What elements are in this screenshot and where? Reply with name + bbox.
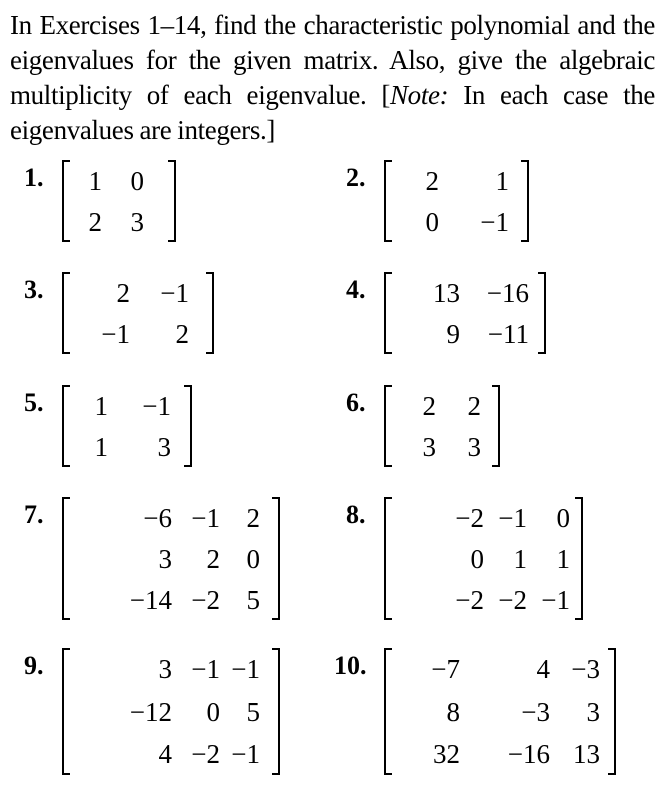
matrix-right-bracket	[206, 272, 214, 354]
matrix	[62, 160, 176, 242]
matrix-right-bracket	[492, 385, 500, 467]
matrix-left-bracket	[384, 385, 392, 467]
matrix-left-bracket	[384, 497, 392, 620]
matrix	[62, 497, 280, 620]
exercise-number: 2.	[346, 163, 366, 192]
matrix-entry: 0	[130, 165, 144, 196]
exercise-number: 9.	[24, 651, 44, 680]
instructions-text-end: In each case the eigenvalues are integers.]	[10, 80, 655, 145]
matrix-entry: −2	[455, 584, 484, 615]
matrix-right-bracket	[168, 160, 176, 242]
matrix-entry: −1	[231, 738, 260, 769]
matrix-right-bracket	[521, 160, 529, 242]
matrix	[384, 160, 529, 242]
matrix-entry: 2	[116, 277, 130, 308]
matrix-entry: 1	[495, 165, 509, 196]
matrix	[62, 648, 280, 775]
exercise-number: 8.	[346, 500, 366, 529]
exercise-number: 5.	[24, 388, 44, 417]
matrix-entry: 3	[158, 654, 172, 685]
matrix	[62, 272, 214, 354]
exercise-number: 7.	[24, 500, 44, 529]
matrix-entry: −16	[486, 277, 529, 308]
exercise-number: 6.	[346, 388, 366, 417]
matrix-entry: 0	[470, 543, 484, 574]
matrix-entry: 3	[467, 431, 481, 462]
matrix-entry: −1	[160, 277, 189, 308]
matrix-entry: 13	[433, 277, 460, 308]
matrix-entry: 3	[586, 696, 600, 727]
matrix-right-bracket	[272, 648, 280, 775]
matrix-entry: −3	[571, 654, 600, 685]
matrix-entry: 9	[446, 318, 460, 349]
matrix-left-bracket	[384, 648, 392, 775]
matrix-entry: −11	[487, 318, 529, 349]
matrix-entry: −2	[191, 738, 220, 769]
matrix-entry: 3	[158, 543, 172, 574]
matrix-entry: 1	[94, 390, 108, 421]
matrix-entry: 2	[206, 543, 220, 574]
matrix-entry: 1	[88, 165, 102, 196]
matrix-entry: 1	[513, 543, 527, 574]
matrix-entry: −1	[480, 206, 509, 237]
matrix-entry: 5	[246, 696, 260, 727]
matrix-right-bracket	[575, 497, 583, 620]
matrix	[384, 497, 583, 620]
matrix-entry: 5	[246, 584, 260, 615]
matrix-entry: 3	[157, 431, 171, 462]
matrix-right-bracket	[272, 497, 280, 620]
matrix-entry: −1	[101, 318, 130, 349]
matrix-entry: 2	[175, 318, 189, 349]
matrix-entry: −1	[191, 502, 220, 533]
matrix-entry: −1	[541, 584, 570, 615]
exercise-number: 3.	[24, 275, 44, 304]
instructions-text-start: In Exercises 1–14, find the characteristic polynomial and the eigenvalues for the given matrix. Also, give the algebraic multiplicity of each eigenvalue. [	[10, 10, 655, 110]
matrix-entry: 2	[425, 165, 439, 196]
matrix-entry: −1	[231, 654, 260, 685]
matrix-entry: −2	[498, 584, 527, 615]
matrix-entry: 4	[158, 738, 172, 769]
matrix-left-bracket	[62, 272, 70, 354]
matrix-entry: 1	[94, 431, 108, 462]
matrix	[384, 385, 500, 467]
matrix-entry: 4	[536, 654, 550, 685]
matrix	[384, 648, 616, 775]
matrix	[62, 385, 192, 467]
matrix-left-bracket	[62, 648, 70, 775]
matrix-entry: 2	[422, 390, 436, 421]
matrix-entry: 2	[88, 206, 102, 237]
matrix-entry: −1	[191, 654, 220, 685]
matrix-entry: −2	[455, 502, 484, 533]
exercise-number: 1.	[24, 163, 44, 192]
matrix-entry: −1	[142, 390, 171, 421]
matrix-entry: 0	[246, 543, 260, 574]
matrix-right-bracket	[608, 648, 616, 775]
matrix-entry: 13	[573, 738, 600, 769]
matrix-entry: 3	[130, 206, 144, 237]
matrix-entry: 2	[467, 390, 481, 421]
matrix-entry: −7	[431, 654, 460, 685]
matrix-entry: 0	[206, 696, 220, 727]
instructions-note-label: Note:	[390, 80, 449, 110]
matrix-entry: −12	[129, 696, 172, 727]
matrix-entry: −2	[191, 584, 220, 615]
matrix-entry: 8	[446, 696, 460, 727]
matrix-entry: −14	[129, 584, 172, 615]
matrix-entry: 0	[425, 206, 439, 237]
matrix-entry: 2	[246, 502, 260, 533]
matrix-entry: 1	[556, 543, 570, 574]
matrix-left-bracket	[384, 272, 392, 354]
matrix-left-bracket	[62, 160, 70, 242]
matrix	[384, 272, 546, 354]
exercise-number: 10.	[334, 651, 367, 680]
matrix-left-bracket	[384, 160, 392, 242]
matrix-entry: 32	[433, 738, 460, 769]
matrix-right-bracket	[538, 272, 546, 354]
exercise-instructions	[10, 8, 655, 148]
matrix-right-bracket	[184, 385, 192, 467]
matrix-entry: 3	[422, 431, 436, 462]
matrix-left-bracket	[62, 385, 70, 467]
matrix-entry: −6	[143, 502, 172, 533]
matrix-entry: −1	[498, 502, 527, 533]
matrix-entry: 0	[556, 502, 570, 533]
matrix-entry: −16	[507, 738, 550, 769]
exercise-number: 4.	[346, 275, 366, 304]
matrix-entry: −3	[521, 696, 550, 727]
matrix-left-bracket	[62, 497, 70, 620]
